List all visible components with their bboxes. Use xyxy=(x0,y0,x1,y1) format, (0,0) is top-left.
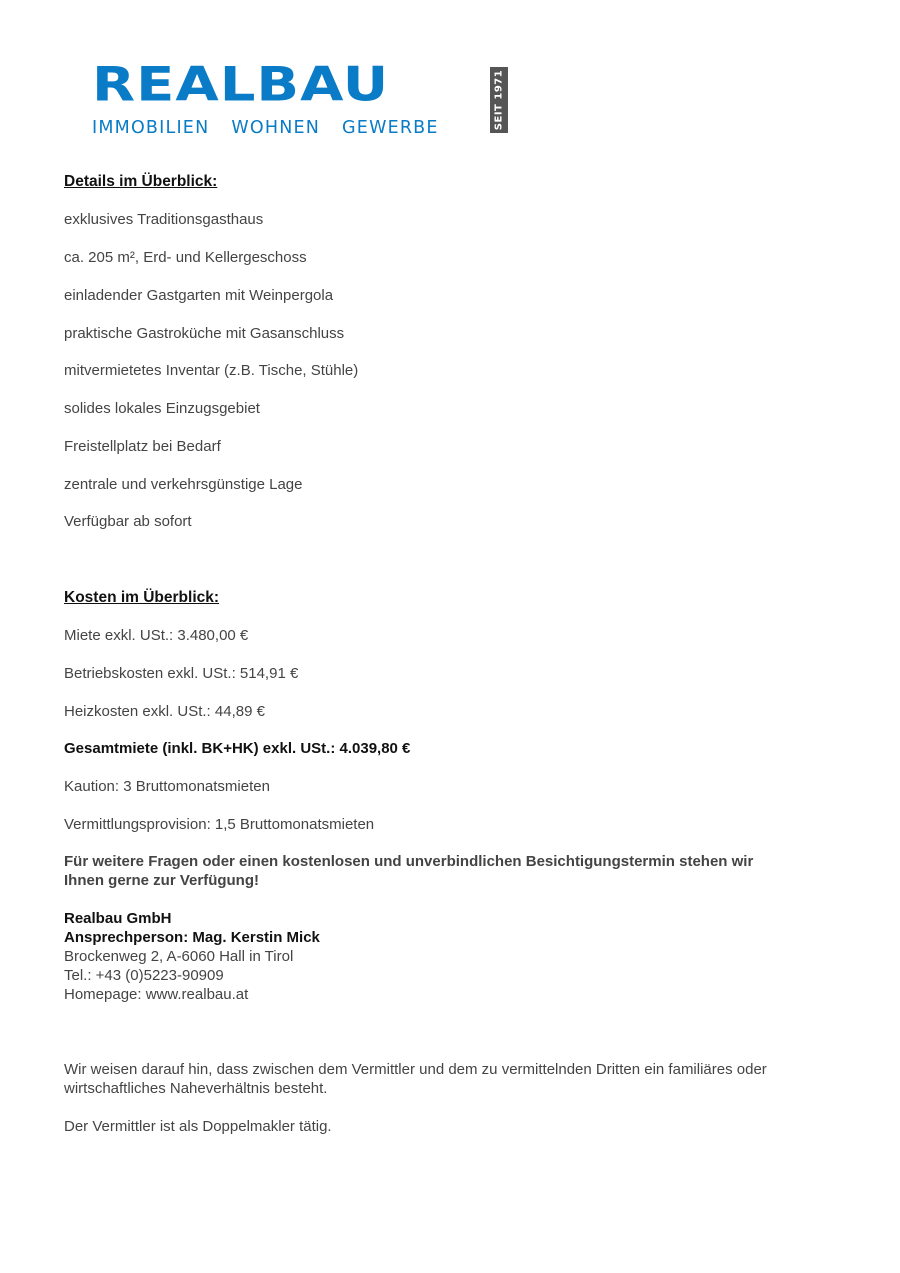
detail-item: Verfügbar ab sofort xyxy=(64,513,192,530)
detail-item: exklusives Traditionsgasthaus xyxy=(64,211,264,228)
since-badge xyxy=(490,67,508,133)
detail-item: Freistellplatz bei Bedarf xyxy=(64,438,221,455)
contact-company: Realbau GmbH xyxy=(64,910,172,927)
tagline-immobilien: IMMOBILIEN xyxy=(92,118,210,138)
cost-provision: Vermittlungsprovision: 1,5 Bruttomonatsmieten xyxy=(64,816,375,833)
cta-line: Ihnen gerne zur Verfügung! xyxy=(64,872,260,889)
logo-brand: REALBAU xyxy=(92,57,390,113)
contact-address: Brockenweg 2, A-6060 Hall in Tirol xyxy=(64,948,294,965)
contact-phone: Tel.: +43 (0)5223-90909 xyxy=(64,967,224,984)
tagline-wohnen: WOHNEN xyxy=(231,118,321,138)
cta-line: Für weitere Fragen oder einen kostenlosen und unverbindlichen Besichtigungstermin stehen wir xyxy=(64,853,754,870)
detail-item: mitvermietetes Inventar (z.B. Tische, Stühle) xyxy=(64,362,359,379)
since-text: SEIT 1971 xyxy=(493,69,505,131)
logo-tagline xyxy=(92,118,492,138)
costs-heading: Kosten im Überblick: xyxy=(64,589,220,606)
cost-kaution: Kaution: 3 Bruttomonatsmieten xyxy=(64,778,270,795)
details-heading: Details im Überblick: xyxy=(64,173,218,190)
detail-item: zentrale und verkehrsgünstige Lage xyxy=(64,476,303,493)
disclaimer-doppelmakler: Der Vermittler ist als Doppelmakler tätig. xyxy=(64,1118,332,1135)
disclaimer-block xyxy=(64,1060,767,1098)
contact-person: Ansprechperson: Mag. Kerstin Mick xyxy=(64,929,320,946)
cta-text xyxy=(64,852,753,890)
disclaimer-line: wirtschaftliches Naheverhältnis besteht. xyxy=(64,1080,328,1097)
contact-homepage: Homepage: www.realbau.at xyxy=(64,986,249,1003)
tagline-gewerbe: GEWERBE xyxy=(342,118,439,138)
disclaimer-line: Wir weisen darauf hin, dass zwischen dem Vermittler und dem zu vermittelnden Dritten ein familiäres oder xyxy=(64,1061,767,1078)
cost-betriebskosten: Betriebskosten exkl. USt.: 514,91 € xyxy=(64,665,299,682)
contact-block xyxy=(64,909,320,1004)
detail-item: solides lokales Einzugsgebiet xyxy=(64,400,260,417)
cost-gesamtmiete: Gesamtmiete (inkl. BK+HK) exkl. USt.: 4.039,80 € xyxy=(64,740,411,757)
cost-miete: Miete exkl. USt.: 3.480,00 € xyxy=(64,627,249,644)
cost-heizkosten: Heizkosten exkl. USt.: 44,89 € xyxy=(64,703,265,720)
detail-item: ca. 205 m², Erd- und Kellergeschoss xyxy=(64,249,307,266)
detail-item: praktische Gastroküche mit Gasanschluss xyxy=(64,325,345,342)
detail-item: einladender Gastgarten mit Weinpergola xyxy=(64,287,334,304)
